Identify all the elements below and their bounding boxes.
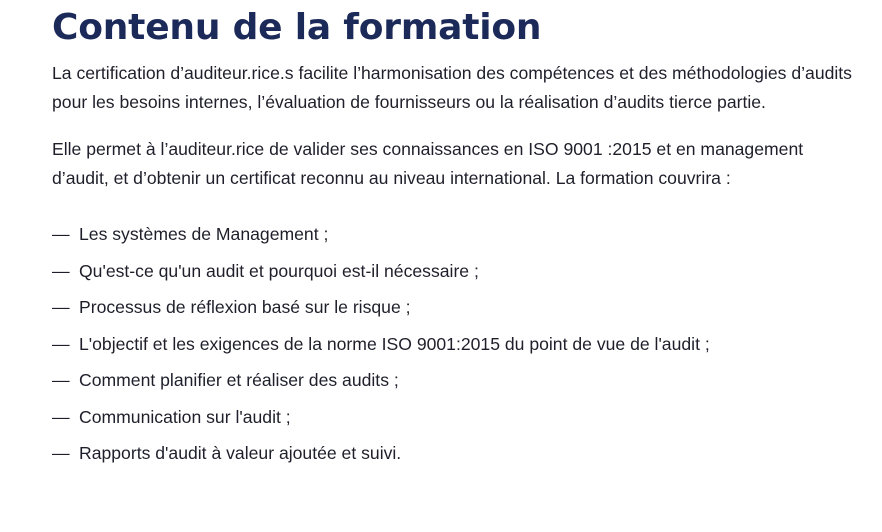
- list-item: [52, 216, 862, 253]
- bullet-dash: —: [52, 333, 70, 354]
- bullet-dash: —: [52, 370, 70, 390]
- list-item: [52, 362, 862, 399]
- list-item-text: Comment planifier et réaliser des audits ;: [79, 370, 399, 390]
- bullet-dash: —: [52, 224, 70, 244]
- list-item: [52, 435, 862, 472]
- list-item-text: Processus de réflexion basé sur le risque ;: [79, 297, 411, 317]
- description-paragraph: Elle permet à l’auditeur.rice de valider ses connaissances en ISO 9001 :2015 et en management d’audit, et d’obtenir un certificat reconnu au niveau international. La formation couvrira :: [52, 139, 804, 188]
- training-content-section: [52, 0, 862, 472]
- list-item-text: Qu'est-ce qu'un audit et pourquoi est-il nécessaire ;: [79, 260, 479, 281]
- list-item-text: Rapports d'audit à valeur ajoutée et suivi.: [79, 443, 402, 463]
- bullet-dash: —: [52, 297, 70, 317]
- list-item-text: Communication sur l'audit ;: [79, 406, 291, 427]
- list-item: [52, 289, 862, 326]
- topics-list: [52, 216, 862, 472]
- list-item-text: Les systèmes de Management ;: [79, 224, 329, 244]
- bullet-dash: —: [52, 260, 70, 281]
- section-title: Contenu de la formation: [52, 7, 542, 48]
- list-item-text: L'objectif et les exigences de la norme ISO 9001:2015 du point de vue de l'audit ;: [79, 333, 710, 354]
- list-item: [52, 399, 862, 436]
- bullet-dash: —: [52, 443, 70, 463]
- list-item: [52, 253, 862, 290]
- intro-paragraph: La certification d’auditeur.rice.s facilite l’harmonisation des compétences et des méthodologies d’audits pour les besoins internes, l’évaluation de fournisseurs ou la réalisation d’audits tierce partie.: [52, 63, 852, 112]
- list-item: [52, 326, 862, 363]
- bullet-dash: —: [52, 406, 70, 427]
